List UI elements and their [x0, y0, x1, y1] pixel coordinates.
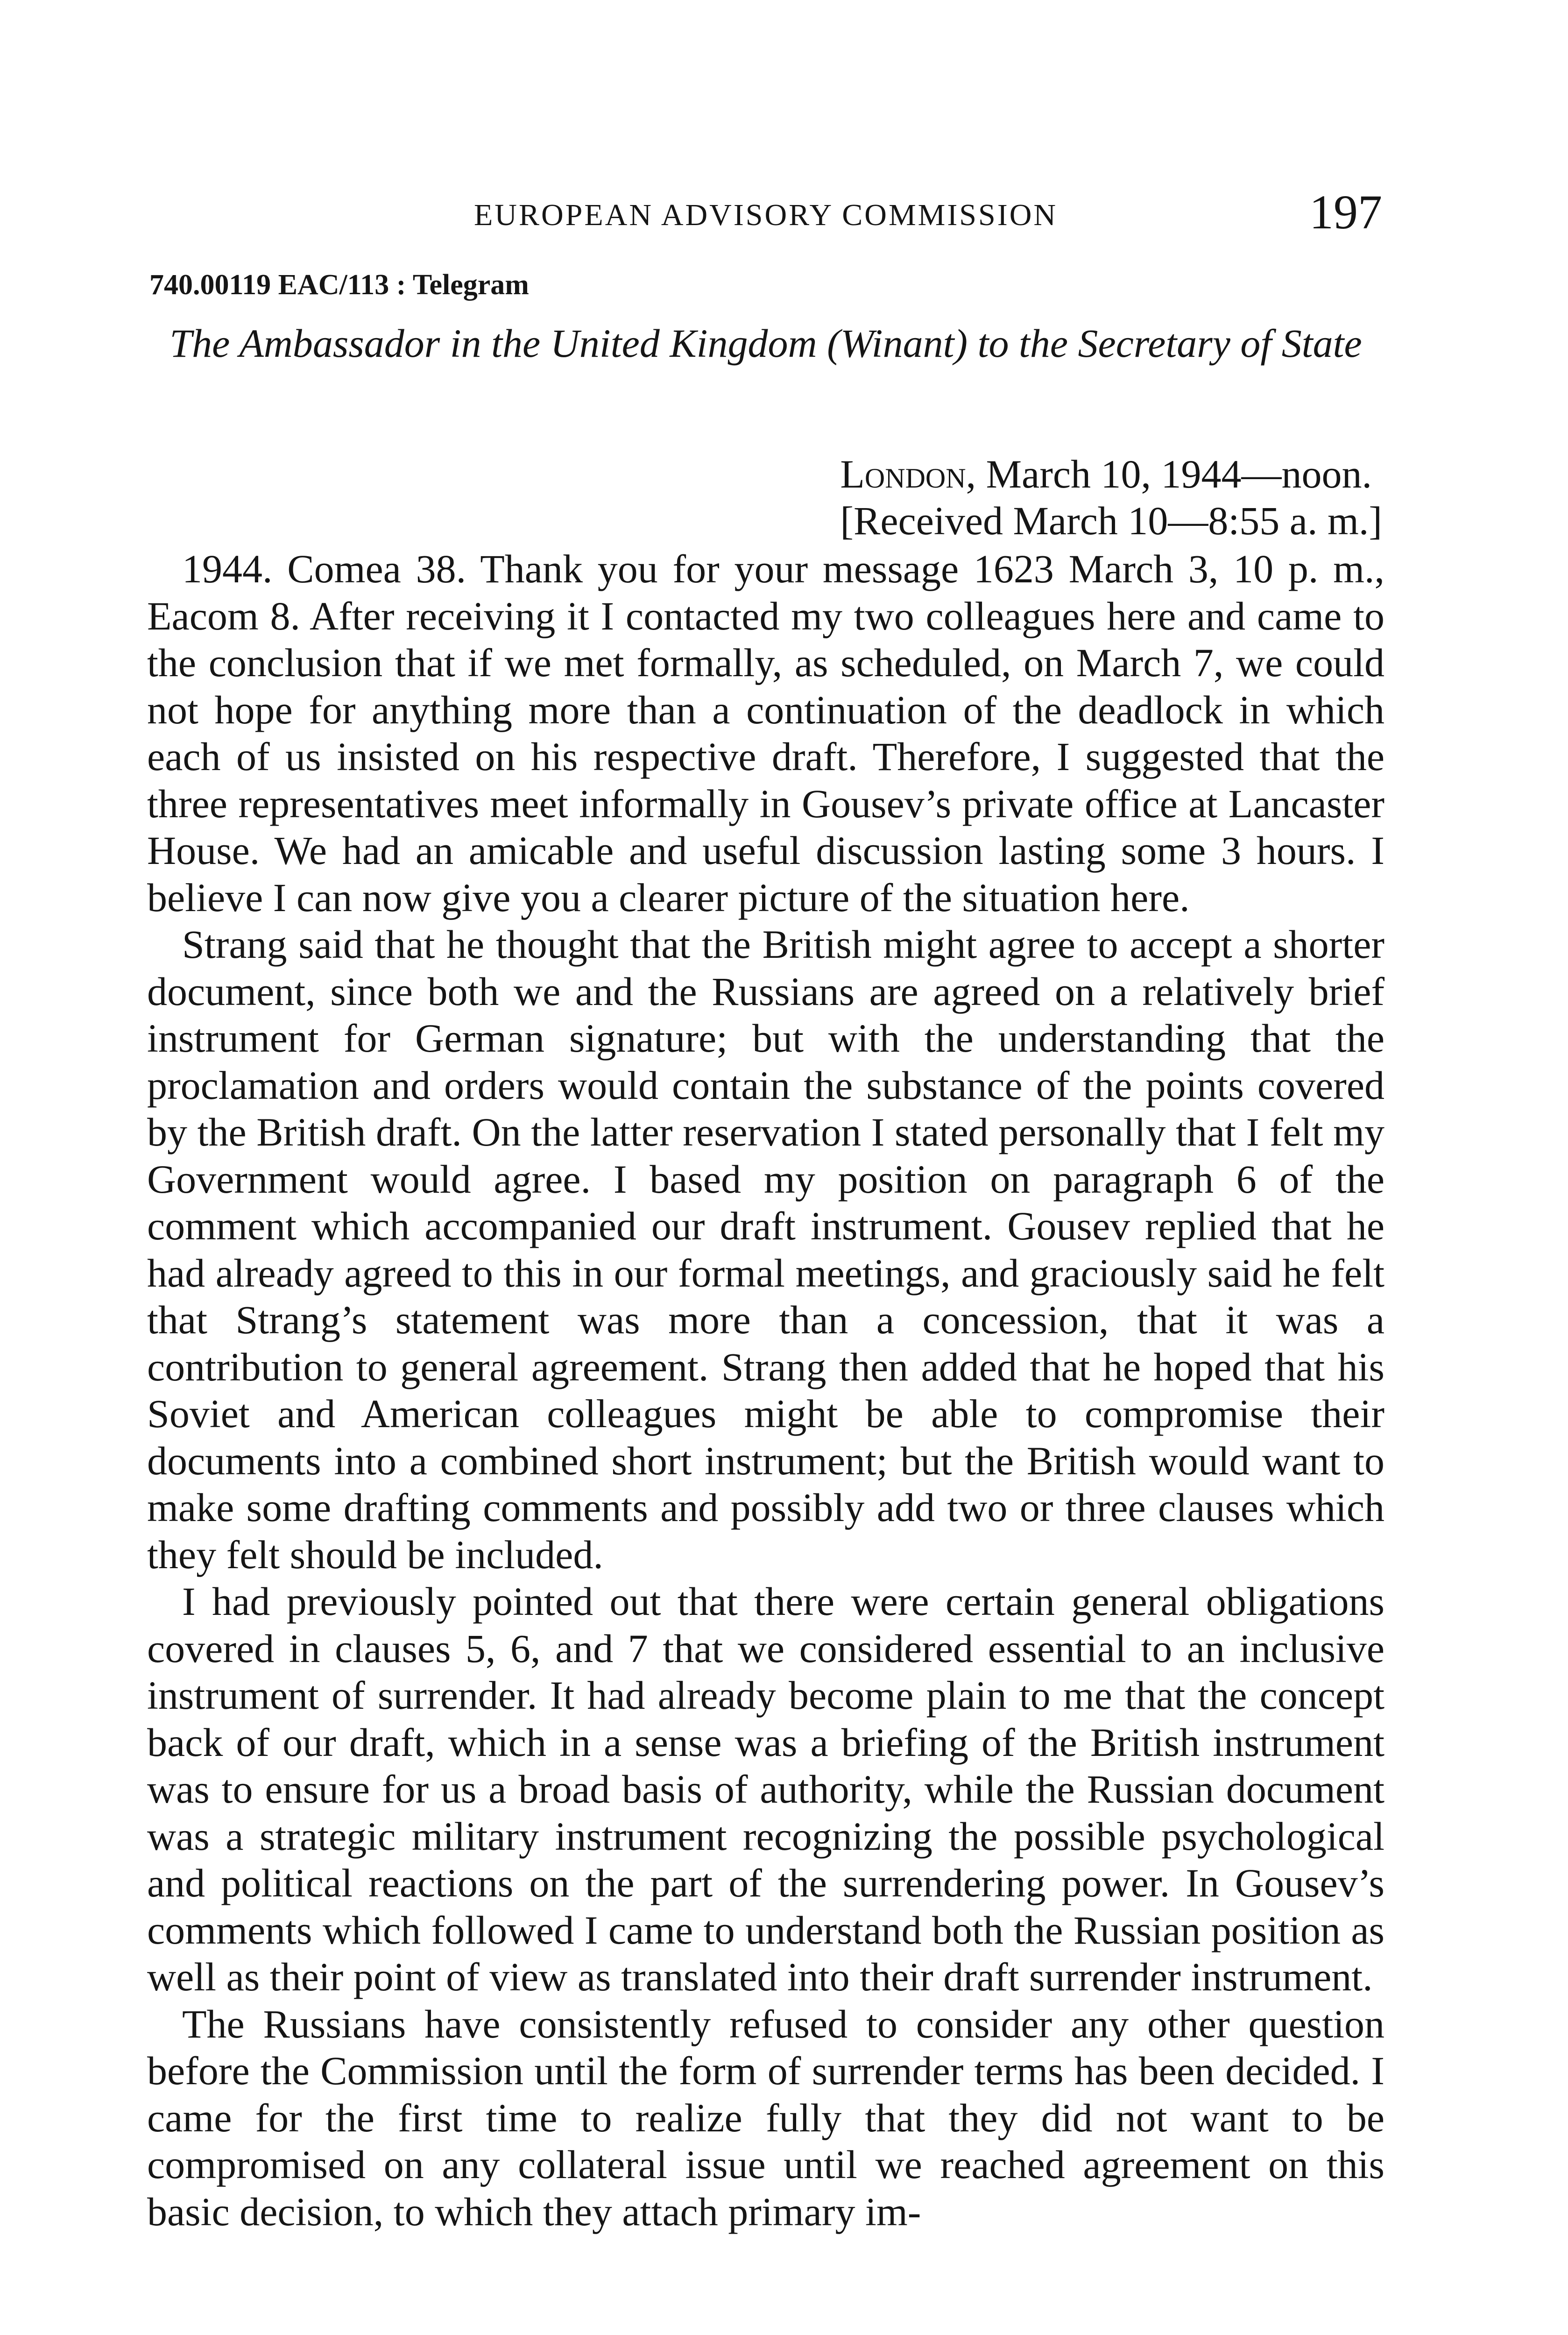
document-title: The Ambassador in the United Kingdom (Winant) to the Secretary of State	[170, 321, 1362, 366]
dateline-place: London	[840, 452, 966, 496]
page-number: 197	[1309, 185, 1382, 239]
dateline-received: [Received March 10—8:55 a. m.]	[840, 498, 1382, 543]
dateline-date: , March 10, 1944—noon.	[966, 452, 1372, 496]
running-head	[149, 184, 1382, 239]
file-reference: 740.00119 EAC/113 : Telegram	[149, 269, 529, 301]
paragraph: Strang said that he thought that the British might agree to accept a shorter document, since both we and the Russians are agreed on a relatively brief instrument for German signature; but with the understanding that the proclamation and orders would contain the substance of the points covered by the British draft. On the latter reservation I stated personally that I felt my Government would agree. I based my position on paragraph 6 of the comment which accompanied our draft instrument. Gousev replied that he had already agreed to this in our formal meetings, and graciously said he felt that Strang’s statement was more than a concession, that it was a contribution to general agreement. Strang then added that he hoped that his Soviet and American colleagues might be able to compromise their documents into a combined short instrument; but the British would want to make some drafting comments and possibly add two or three clauses which they felt should be included.	[147, 922, 1384, 1577]
paragraph: 1944. Comea 38. Thank you for your message 1623 March 3, 10 p. m., Eacom 8. After receiving it I contacted my two colleagues here and came to the conclusion that if we met formally, as scheduled, on March 7, we could not hope for anything more than a continuation of the deadlock in which each of us insisted on his respective draft. Therefore, I suggested that the three representatives meet informally in Gousev’s private office at Lancaster House. We had an amicable and useful discussion lasting some 3 hours. I believe I can now give you a clearer picture of the situation here.	[147, 546, 1384, 920]
dateline	[840, 451, 1382, 544]
body-text	[147, 545, 1384, 2235]
paragraph: The Russians have consistently refused to consider any other question before the Commission until the form of surrender terms has been decided. I came for the first time to realize fully that they did not want to be compromised on any collateral issue until we reached agreement on this basic decision, to which they attach primary im-	[147, 2001, 1384, 2234]
paragraph: I had previously pointed out that there were certain general obligations covered in clauses 5, 6, and 7 that we considered essential to an inclusive instrument of surrender. It had already become plain to me that the concept back of our draft, which in a sense was a briefing of the British instrument was to ensure for us a broad basis of authority, while the Russian document was a strategic military instrument recognizing the possible psychological and political reactions on the part of the surrendering power. In Gousev’s comments which followed I came to understand both the Russian position as well as their point of view as translated into their draft surrender instrument.	[147, 1579, 1384, 1999]
running-title: EUROPEAN ADVISORY COMMISSION	[473, 198, 1058, 232]
dateline-origin	[840, 451, 1382, 497]
